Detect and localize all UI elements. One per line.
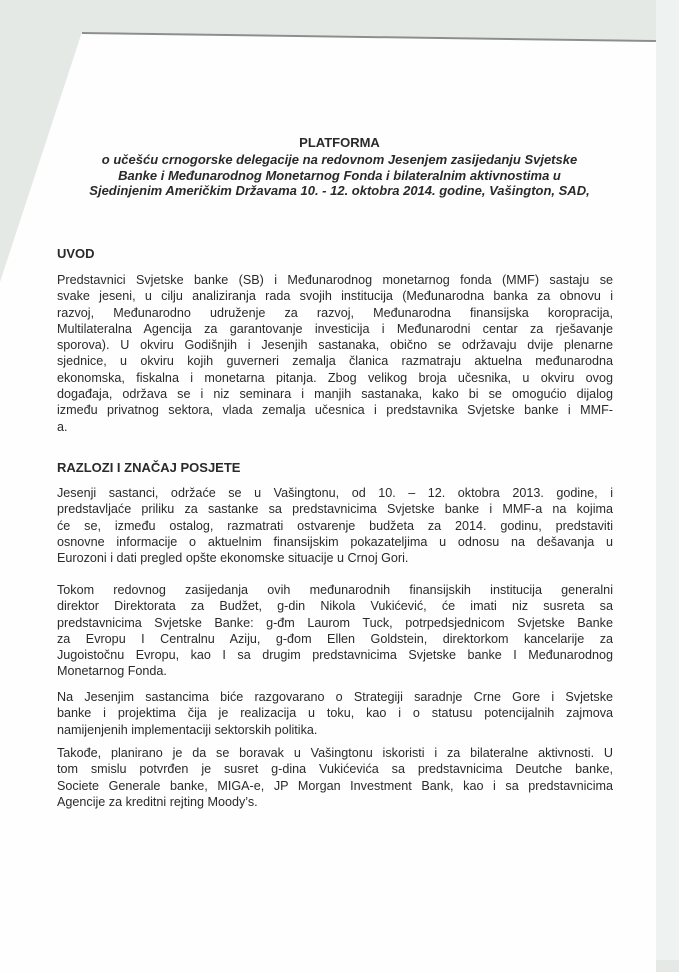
paragraph-line: Na Jesenjim sastancima biće razgovarano o Strategiji saradnje Crne Gore i Svjetske: [57, 690, 613, 704]
paragraph-meetings: [57, 485, 613, 566]
paragraph-line: banke i projektima čija je realizacija u toku, kao i o statusu potencijalnih zajmova: [57, 706, 613, 721]
paragraph-line: predstavljaće priliku za sastanke sa predstavnicima Svjetske banke i MMF-a na kojima: [57, 502, 613, 517]
paragraph-line: Takođe, planirano je da se boravak u Vašingtonu iskoristi i za bilateralne aktivnosti. U: [57, 746, 613, 760]
paragraph-line: će se, između ostalog, razmatrati ostvarenje budžeta za 2014. godinu, predstaviti: [57, 518, 613, 533]
paragraph-line: Jugoistočnu Evropu, kao I sa drugim predstavnicima Svjetske banke I Međunarodnog: [57, 648, 613, 663]
subtitle-line: o učešću crnogorske delegacije na redovnom Jesenjem zasijedanju Svjetske: [101, 152, 578, 167]
section-heading-uvod: UVOD: [57, 246, 95, 261]
paragraph-line: između privatnog sektora, vlada zemalja učesnica i predstavnika Svjetske banke i MMF-: [57, 403, 613, 418]
paragraph-strategy: [57, 689, 613, 738]
paragraph-bilateral: [57, 745, 613, 810]
document-title: PLATFORMA: [299, 135, 380, 150]
paragraph-line: Tokom redovnog zasijedanja ovih međunarodnih finansijskih institucija generalni: [57, 583, 613, 597]
paragraph-line: Jesenji sastanci, održaće se u Vašingtonu, od 10. – 12. oktobra 2013. godine, i: [57, 486, 613, 500]
paragraph-line: Agencije za kreditni rejting Moody’s.: [57, 794, 258, 809]
paragraph-line: događaja, održava se i niz seminara i manjih sastanaka, kako bi se omogućio dijalog: [57, 387, 613, 402]
paragraph-line: ekonomska, fiskalna i monetarna pitanja. Zbog velikog broja učesnika, u okviru ovog: [57, 370, 613, 385]
paragraph-line: Monetarnog Fonda.: [57, 664, 167, 679]
paragraph-line: predstavnicima Svjetske Banke: g-đm Laurom Tuck, potrpedsjednicom Svjetske Banke: [57, 615, 613, 630]
subtitle-line: Banke i Međunarodnog Monetarnog Fonda i bilateralnim aktivnostima u: [118, 167, 561, 183]
paragraph-intro: [57, 272, 613, 435]
paragraph-line: razvoj, Međunarodno udruženje za razvoj, Međunarodna finansijska koropracija,: [57, 305, 613, 320]
paragraph-line: namijenjenih implementaciji sektorskih politika.: [57, 722, 318, 737]
paragraph-delegation: [57, 582, 613, 680]
paragraph-line: svake jeseni, u cilju analiziranja rada svojih institucija (Međunarodna banka za obnovu i: [57, 289, 613, 304]
subtitle-line: Sjedinjenim Američkim Državama 10. - 12. oktobra 2014. godine, Vašington, SAD,: [89, 183, 590, 199]
document-subtitle: [0, 152, 679, 199]
paragraph-line: osnovne informacije o aktuelnim finansijskim pokazateljima u odnosu na dešavanja u: [57, 534, 613, 549]
paragraph-line: Eurozoni i dati pregled opšte ekonomske situacije u Crnoj Gori.: [57, 551, 409, 566]
paragraph-line: Societe Generale banke, MIGA-e, JP Morgan Investment Bank, kao i sa predstavnicima: [57, 778, 613, 793]
paragraph-line: a.: [57, 419, 68, 434]
paragraph-line: tom smislu potvrđen je susret g-dina Vukićevića sa predstavnicima Deutche banke,: [57, 762, 613, 777]
paragraph-line: za Evropu I Centralnu Aziju, g-đom Ellen Goldstein, direktorkom kancelarije za: [57, 631, 613, 646]
paragraph-line: direktor Direktorata za Budžet, g-din Nikola Vukićević, će imati niz susreta sa: [57, 599, 613, 614]
paragraph-line: Predstavnici Svjetske banke (SB) i Međunarodnog monetarnog fonda (MMF) sastaju se: [57, 273, 613, 287]
paragraph-line: sjednice, u okviru kojih guverneri zemalja članica razmatraju aktuelna međunarodna: [57, 354, 613, 369]
paragraph-line: Multilateralna Agencija za garantovanje investicija i Međunarodni centar za rješavanje: [57, 321, 613, 336]
section-heading-razlozi: RAZLOZI I ZNAČAJ POSJETE: [57, 460, 241, 475]
paragraph-line: sporova). U okviru Godišnjih i Jesenjih sastanaka, obično se održavaju dvije plenarne: [57, 338, 613, 353]
